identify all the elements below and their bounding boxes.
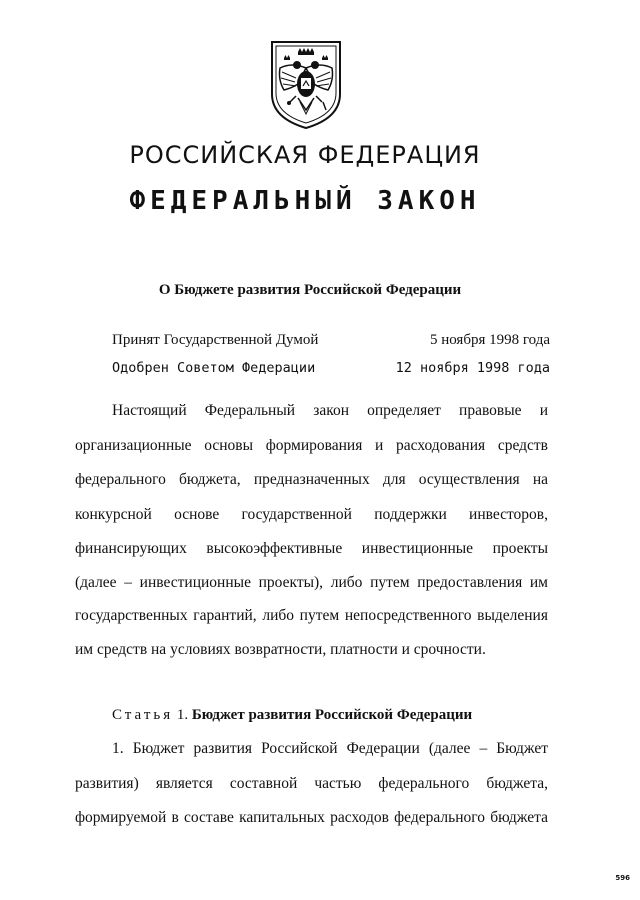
preamble-line: финансирующих высокоэффективные инвестиционные проекты — [75, 540, 548, 557]
adoption-date: 5 ноября 1998 года — [429, 332, 550, 348]
article-word: Статья — [112, 707, 174, 723]
law-title: О Бюджете развития Российской Федерации — [158, 282, 462, 298]
adoption-label: Одобрен Советом Федерации — [112, 360, 316, 376]
coat-of-arms-icon — [268, 38, 344, 130]
preamble-line: Настоящий Федеральный закон определяет правовые и — [112, 402, 548, 419]
preamble-line: (далее – инвестиционные проекты), либо путем предоставления им — [75, 574, 548, 591]
law-type-heading: ФЕДЕРАЛЬНЫЙ ЗАКОН — [129, 186, 481, 216]
preamble-line: им средств на условиях возвратности, платности и срочности. — [75, 641, 486, 658]
page-mark: 596 — [615, 874, 630, 882]
adoption-label: Принят Государственной Думой — [112, 332, 319, 348]
article-heading — [112, 707, 472, 724]
preamble-line: конкурсной основе государственной поддержки инвесторов, — [75, 506, 548, 523]
article-line: развития) является составной частью федерального бюджета, — [75, 775, 548, 792]
article-title: Бюджет развития Российской Федерации — [191, 707, 473, 723]
article-line: формируемой в составе капитальных расходов федерального бюджета — [75, 809, 548, 826]
article-line: 1. Бюджет развития Российской Федерации (далее – Бюджет — [112, 740, 548, 757]
country-title: РОССИЙСКАЯ ФЕДЕРАЦИЯ — [129, 141, 481, 169]
preamble-line: государственных гарантий, либо путем непосредственного выделения — [75, 607, 548, 624]
article-number: 1. — [176, 707, 189, 723]
preamble-line: федерального бюджета, предназначенных для осуществления на — [75, 471, 548, 488]
adoption-date: 12 ноября 1998 года — [395, 360, 550, 376]
preamble-line: организационные основы формирования и расходования средств — [75, 437, 548, 454]
